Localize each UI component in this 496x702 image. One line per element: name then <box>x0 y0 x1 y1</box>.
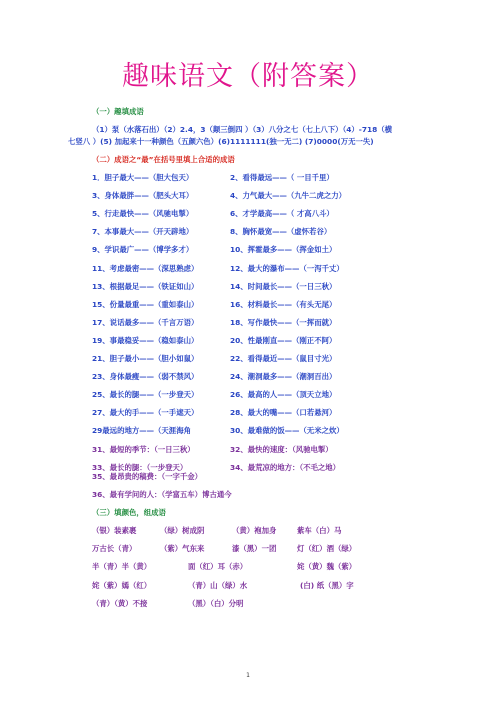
list-item-right: 8、胸怀最宽——（虚怀若谷） <box>230 227 332 237</box>
section2-item-35: 35、最昂贵的稿费：（一字千金） <box>92 472 203 481</box>
table-cell: （紫）气东来 <box>160 544 205 554</box>
list-item-left: 19、事最稳妥——（稳如泰山） <box>92 335 199 345</box>
section1-line2: 七竖八 ）(5) 加起来十一种颜色（五颜六色）(6)1111111(独一无二) (7)0000(万无一失) <box>68 137 374 146</box>
list-item-right: 20、性最刚直——（刚正不阿） <box>230 335 337 345</box>
list-item-right: 4、力气最大——（九牛二虎之力） <box>230 191 347 201</box>
list-item-right: 2、看得最远——（ 一目千里） <box>230 173 334 182</box>
list-item-left: 25、最长的腿——（一步登天） <box>92 390 199 400</box>
table-cell: 姹（紫）嫣（红） <box>92 580 152 590</box>
page-title: 趣味语文（附答案） <box>122 61 374 92</box>
list-item-right: 10、挥霍最多——（挥金如土） <box>230 245 337 255</box>
list-item-left: 1．胆子最大——（胆大包天） <box>92 173 194 182</box>
list-item-right: 34、最荒凉的地方：（不毛之地） <box>230 462 341 472</box>
table-cell: 紫车（白）马 <box>297 526 342 535</box>
table-cell: （绿）树成阴 <box>160 526 205 535</box>
list-item-right: 22、看得最近——（鼠目寸光） <box>230 354 337 363</box>
list-item-right: 32、最快的速度：（风驰电掣） <box>230 444 333 454</box>
list-item-left: 33、最长的腿：（一步登天） <box>92 462 188 472</box>
list-item-left: 21、胆子最小——（胆小如鼠） <box>92 354 199 363</box>
table-cell: 漆（黑）一团 <box>232 544 277 554</box>
list-item-left: 23、身体最瘦——（弱不禁风） <box>92 372 199 382</box>
table-cell: （黄）袍加身 <box>232 526 277 535</box>
list-item-left: 9、学识最广——（博学多才） <box>92 245 194 255</box>
list-item-right: 14、时间最长——（一日三秋） <box>230 281 337 291</box>
list-item-right: 26、最高的人——（顶天立地） <box>230 390 337 400</box>
table-cell: （黑）（白）分明 <box>188 598 244 608</box>
table-cell: 面（红）耳（赤） <box>188 562 248 572</box>
list-item-left: 15、份量最重——（重如泰山） <box>92 299 199 309</box>
section3-heading: （三）填颜色，组成语 <box>92 508 166 517</box>
list-item-left: 17、说话最多——（千言万语） <box>92 317 199 327</box>
list-item-left: 31、最短的季节：（一日三秋） <box>92 444 195 454</box>
table-cell: (白) 纸（黑）字 <box>300 580 354 590</box>
list-item-right: 12、最大的瀑布——（一泻千丈） <box>230 263 344 273</box>
list-item-right: 16、材料最长——（有头无尾） <box>230 299 337 309</box>
section1-heading: （一）趣填成语 <box>92 107 144 116</box>
page-number: 1 <box>246 672 250 679</box>
list-item-left: 27、最大的手——（一手遮天） <box>92 408 199 418</box>
list-item-left: 3、身体最胖——（肥头大耳） <box>92 191 194 201</box>
list-item-left: 13、根据最足——（铁证如山） <box>92 281 199 291</box>
section2-item-36: 36、最有学问的人：（学富五车）博古通今 <box>92 490 232 499</box>
list-item-right: 6、才学最高——（ 才高八斗） <box>230 209 334 219</box>
section2-heading: （二）成语之“最”在括号里填上合适的成语 <box>92 155 235 164</box>
table-cell: 姹（黄）魏（紫） <box>297 562 357 572</box>
table-cell: （青）山（绿）水 <box>188 580 248 590</box>
list-item-left: 5、行走最快——（风驰电掣） <box>92 209 194 219</box>
section1-line1: （1）泵（水落石出）（2）2.4，3（颠三倒四 ）（3）八分之七（七上八下）（4）-718（横 <box>92 125 393 134</box>
list-item-left: 11、考虑最密——（深思熟虑） <box>92 263 199 273</box>
table-cell: （青）（黄）不接 <box>92 598 148 608</box>
list-item-right: 24、潮洞最多——（潮洞百出） <box>230 372 337 382</box>
list-item-right: 28、最大的嘴——（口若悬河） <box>230 408 337 418</box>
table-cell: （银）装素裹 <box>92 526 137 535</box>
table-cell: 灯（红）酒（绿） <box>297 544 357 554</box>
list-item-left: 29最远的地方——（天涯海角 <box>92 426 191 436</box>
table-cell: 半（青）半（黄） <box>92 562 152 572</box>
table-cell: 万古长（青） <box>92 544 137 554</box>
list-item-left: 7、本事最大——（开天辟地） <box>92 227 194 237</box>
list-item-right: 30、最难做的饭——（无米之炊） <box>230 426 344 436</box>
list-item-right: 18、写作最快——（一挥而就） <box>230 317 337 327</box>
